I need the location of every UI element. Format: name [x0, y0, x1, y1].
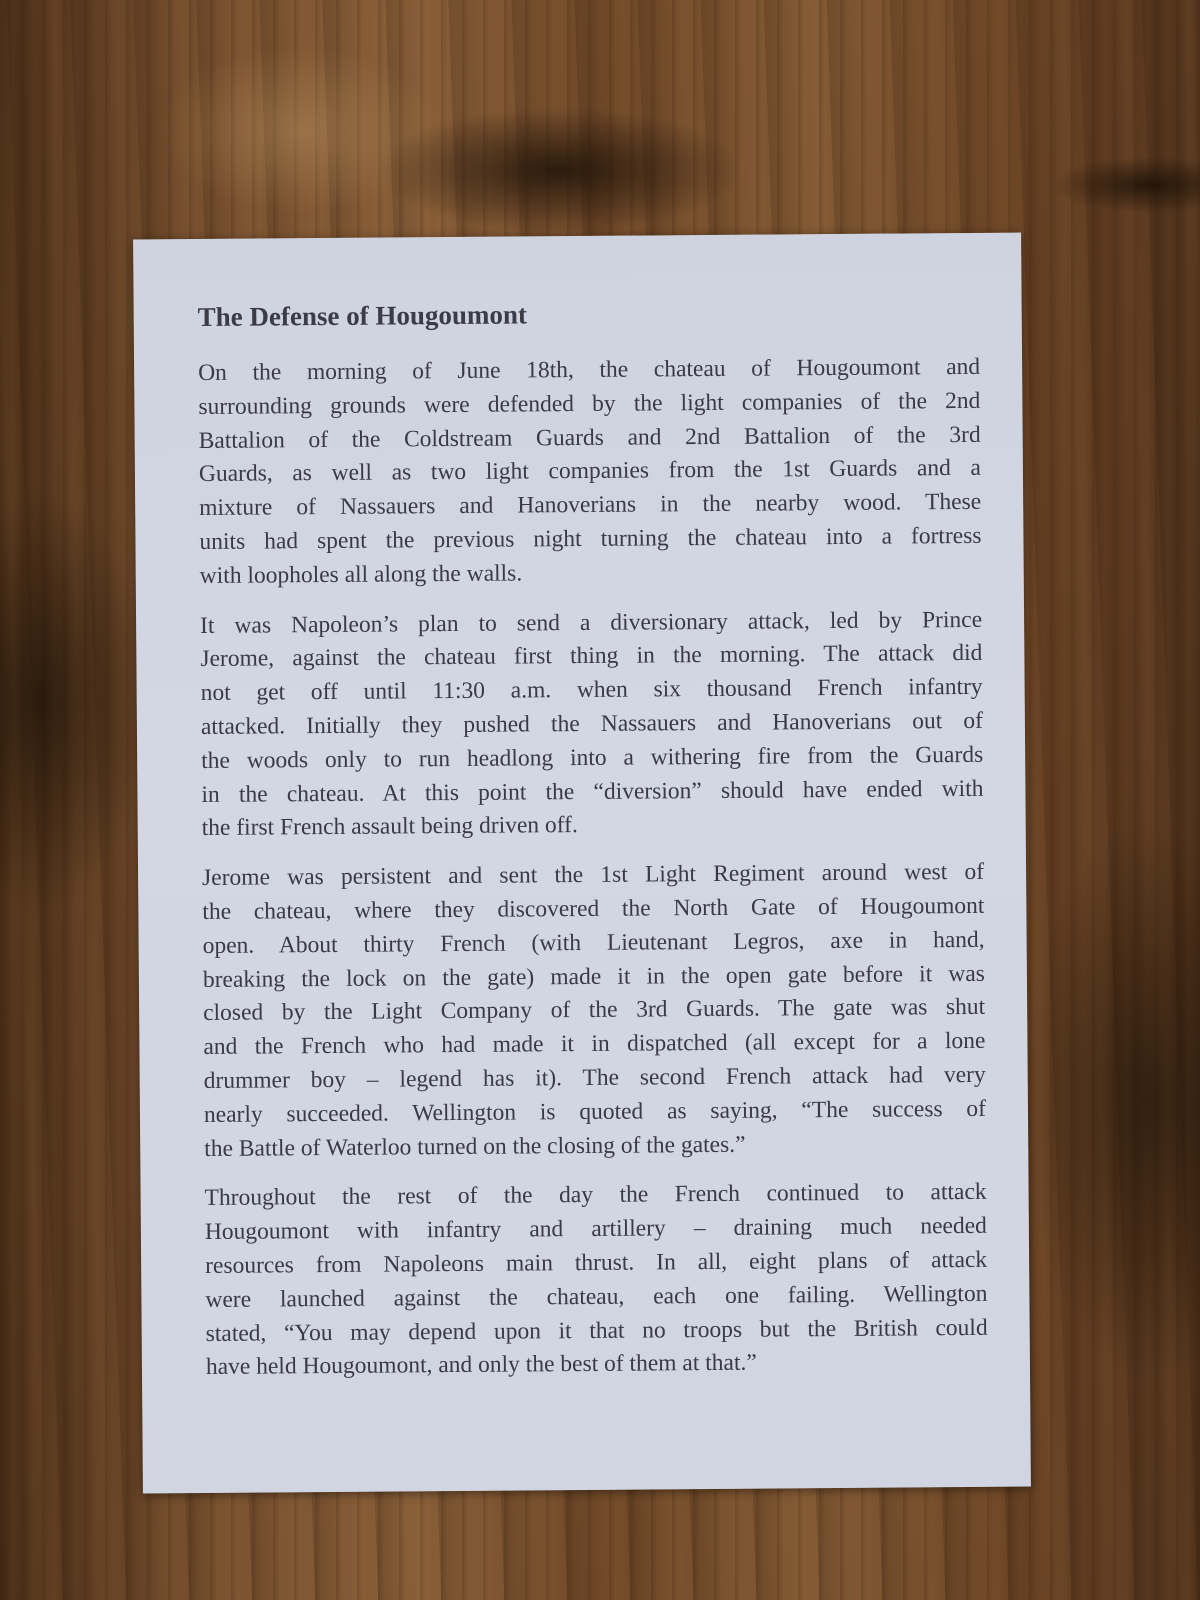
paper-sheet — [133, 233, 1031, 1494]
text-line: nearly succeeded. Wellington is quoted as saying, “The success of — [203, 1095, 987, 1128]
text-line: Jerome, against the chateau first thing in the morning. The attack did — [200, 640, 983, 673]
document-body — [198, 293, 989, 1401]
text-line: Guards, as well as two light companies from the 1st Guards and a — [198, 455, 982, 488]
text-line: open. About thirty French (with Lieutenant Legros, axe in hand, — [202, 926, 985, 959]
document-title: The Defense of Hougoumont — [197, 299, 528, 333]
text-line: have held Hougoumont, and only the best of them at that.” — [205, 1349, 757, 1381]
paragraph-1 — [198, 351, 982, 594]
text-line: the Battle of Waterloo turned on the closing of the gates.” — [204, 1131, 746, 1162]
text-line: surrounding grounds were defended by the light companies of the 2nd — [198, 387, 981, 420]
text-line: stated, “You may depend upon it that no troops but the British could — [205, 1314, 988, 1347]
text-line: the chateau, where they discovered the North Gate of Hougoumont — [202, 892, 985, 925]
text-line: in the chateau. At this point the “diversion” should have ended with — [201, 775, 984, 808]
text-line: It was Napoleon’s plan to send a diversionary attack, led by Prince — [200, 606, 983, 639]
text-line: Throughout the rest of the day the French continued to attack — [204, 1179, 987, 1212]
text-line: not get off until 11:30 a.m. when six thousand French infantry — [200, 674, 983, 707]
text-line: units had spent the previous night turning the chateau into a fortress — [199, 522, 982, 555]
text-line: mixture of Nassauers and Hanoverians in the nearby wood. These — [199, 489, 982, 522]
text-line: the woods only to run headlong into a withering fire from the Guards — [201, 741, 984, 774]
text-line: Hougoumont with infantry and artillery – draining much needed — [204, 1212, 987, 1246]
text-line: resources from Napoleons main thrust. In all, eight plans of attack — [205, 1246, 988, 1279]
text-line: were launched against the chateau, each one failing. Wellington — [205, 1280, 988, 1313]
text-line: and the French who had made it in dispatched (all except for a lone — [203, 1027, 986, 1061]
text-line: the first French assault being driven off. — [201, 812, 578, 842]
text-line: attacked. Initially they pushed the Nassauers and Hanoverians out of — [200, 707, 983, 740]
text-line: Jerome was persistent and sent the 1st Light Regiment around west of — [202, 858, 985, 892]
text-line: breaking the lock on the gate) made it in the open gate before it was — [202, 960, 985, 993]
text-line: Battalion of the Coldstream Guards and 2nd Battalion of the 3rd — [198, 421, 981, 454]
paragraph-4 — [204, 1176, 988, 1385]
text-line: drummer boy – legend has it). The second French attack had very — [203, 1061, 986, 1094]
paragraph-3 — [202, 856, 986, 1166]
text-line: On the morning of June 18th, the chateau of Hougoumont and — [198, 353, 981, 386]
text-line: with loopholes all along the walls. — [199, 560, 523, 589]
text-line: closed by the Light Company of the 3rd Guards. The gate was shut — [203, 994, 986, 1027]
paragraph-2 — [200, 603, 984, 846]
